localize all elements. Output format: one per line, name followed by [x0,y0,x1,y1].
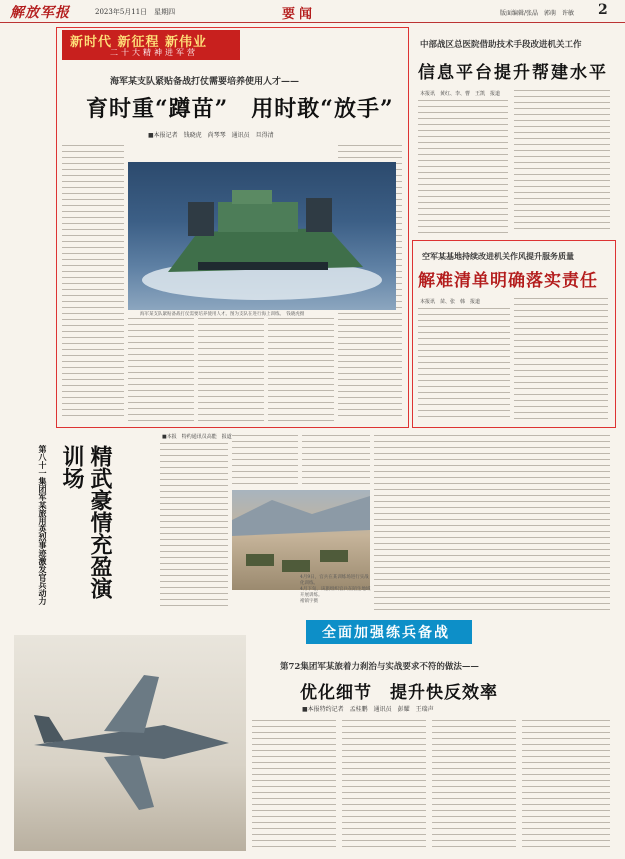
bottom-text-col-2 [342,718,426,852]
feature-text-col-4 [268,316,334,421]
hovercraft-photo [128,162,396,310]
airforce-kicker: 空军某基地持续改进机关作风提升服务质量 [422,251,574,261]
army-vertical-kicker: 第八十一集团军某旅用英烈事迹激发官兵动力 [38,445,48,605]
hovercraft-photo-caption: 海军某支队紧贴备战打仗需要培养使用人才。图为支队在进行海上训练。 钱晓虎摄 [140,312,305,317]
army-text-col-1 [160,441,228,611]
hospital-headline: 信息平台提升帮建水平 [418,63,608,83]
hovercraft-illustration [128,162,396,310]
army-text-col-4 [374,433,610,611]
feature-kicker: 海军某支队紧贴备战打仗需要培养使用人才—— [110,77,300,87]
hospital-text-col-2 [514,88,610,234]
editors-credit: 版面编辑/张晶 郭萌 许敏 [500,10,575,17]
feature-headline: 育时重“蹲苗” 用时敢“放手” [86,96,394,122]
bottom-headline: 优化细节 提升快反效率 [300,683,498,703]
training-banner-text: 全面加强练兵备战 [322,625,450,641]
issue-date: 2023年5月11日 星期四 [95,8,176,16]
feature-text-col-1 [62,143,124,421]
training-photo-caption: 4月9日，官兵在某训练场进行实战化训练。 4月下旬，该旅组织官兵在陌生地域开展训练。 褚镇宇摄 [300,575,371,604]
bottom-text-col-4 [522,718,610,852]
page-number: 2 [598,2,608,18]
hospital-text-col-1 [418,98,508,234]
feature-text-col-2 [128,316,194,421]
bottom-text-col-1 [252,718,336,852]
airforce-headline: 解难清单明确落实责任 [418,271,598,291]
fighter-jet-photo [14,635,246,851]
section-title: 要闻 [282,7,317,22]
banner-title: 新时代 新征程 新伟业 [70,35,208,50]
fighter-jet-illustration [14,635,246,851]
newspaper-logo: 解放军报 [10,5,70,21]
hospital-kicker: 中部战区总医院借助技术手段改进机关工作 [420,40,582,50]
army-text-col-3 [302,433,370,487]
bottom-byline: ■本报特约记者 孟桂鹏 通讯员 彭耀 王瑞声 [302,706,434,713]
army-text-col-2 [232,433,298,487]
army-byline: ■本报 特约通讯员高能 报道 [162,434,232,440]
bottom-kicker: 第72集团军某旅着力刹治与实战要求不符的做法—— [280,662,479,672]
airforce-byline: 本报讯 苗、张 韩 报道 [420,299,481,305]
feature-byline: ■本报记者 钱晓虎 尚琴琴 通讯员 旦得清 [148,132,274,139]
army-vertical-headline: 精武豪情充盈演训场 [59,445,113,599]
feature-text-col-3 [198,316,264,421]
airforce-text-col-2 [514,296,608,422]
banner-subtitle: 二十大精神进军营 [110,48,198,57]
hospital-byline: 本报讯 黄红、李、曹 王凯 报道 [420,91,501,97]
airforce-text-col-1 [418,306,510,422]
bottom-text-col-3 [432,718,516,852]
